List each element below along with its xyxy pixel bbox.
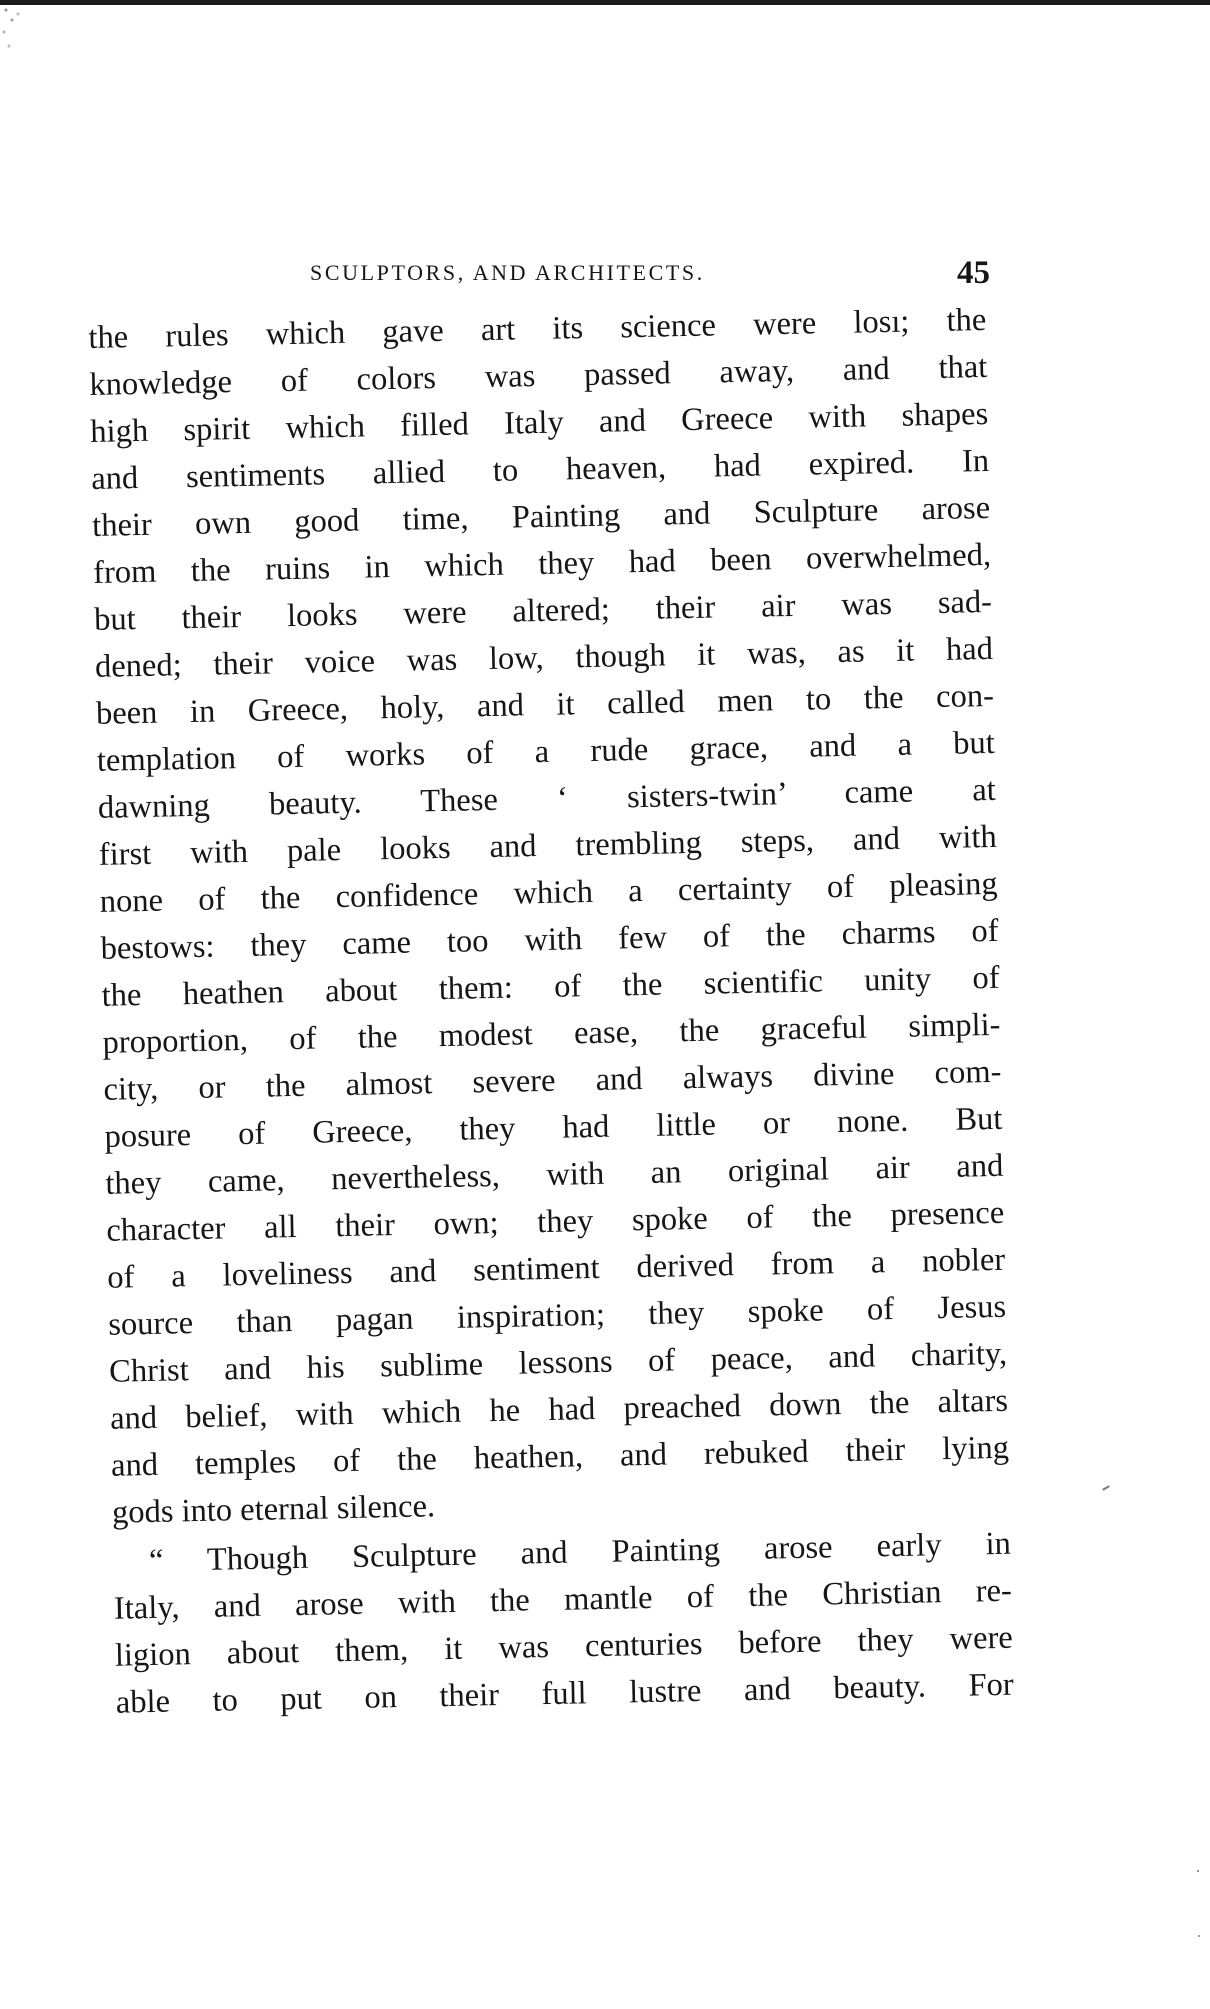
text-line: source than pagan inspiration; they spoke of Jesus	[107, 1288, 1007, 1343]
text-line: proportion, of the modest ease, the graceful simpli-	[102, 1006, 1001, 1061]
body-text	[88, 297, 1016, 1805]
text-line: none of the confidence which a certainty of pleasing	[99, 865, 998, 920]
running-head-title: SCULPTORS, AND ARCHITECTS.	[310, 260, 705, 285]
text-line: their own good time, Painting and Sculpture arose	[91, 489, 991, 544]
text-line: posure of Greece, they had little or none. But	[104, 1100, 1003, 1155]
scan-speck	[1197, 1870, 1199, 1872]
paragraph-2	[113, 1521, 1015, 1727]
text-line: Italy, and arose with the mantle of the Christian re-	[113, 1572, 1013, 1627]
text-line: but their looks were altered; their air was sad-	[93, 583, 993, 638]
text-line: able to put on their full lustre and beauty. For	[115, 1666, 1015, 1721]
text-line: knowledge of colors was passed away, and that	[89, 348, 988, 403]
text-line: from the ruins in which they had been overwhelmed,	[92, 536, 992, 591]
text-line: “ Though Sculpture and Painting arose early in	[148, 1525, 1012, 1580]
scan-speck	[1198, 1935, 1200, 1937]
text-line: bestows: they came too with few of the charms of	[100, 912, 999, 967]
text-line: of a loveliness and sentiment derived from a nobler	[106, 1241, 1006, 1296]
text-line: first with pale looks and trembling steps, and with	[98, 818, 998, 873]
text-line: ligion about them, it was centuries before they were	[114, 1619, 1014, 1674]
text-line: been in Greece, holy, and it called men to the con-	[95, 677, 995, 732]
paragraph-1	[88, 297, 1010, 1537]
text-line: the rules which gave art its science were losı; the	[88, 301, 987, 356]
text-line: and temples of the heathen, and rebuked their lying	[110, 1429, 1010, 1484]
page-top-edge	[0, 0, 1210, 5]
text-line: Christ and his sublime lessons of peace, and charity,	[108, 1335, 1008, 1390]
scan-corner-specks	[0, 0, 40, 90]
text-line: templation of works of a rude grace, and a but	[96, 724, 996, 779]
text-line: the heathen about them: of the scientific unity of	[101, 959, 1000, 1014]
text-line: city, or the almost severe and always divine com-	[103, 1053, 1002, 1108]
page-number: 45	[957, 255, 990, 291]
text-line: and belief, with which he had preached down the altars	[109, 1382, 1009, 1437]
text-line: high spirit which filled Italy and Greece with shapes	[89, 395, 989, 450]
text-line: dawning beauty. These ‘ sisters-twin’ came at	[97, 771, 997, 826]
text-line: character all their own; they spoke of the presence	[106, 1194, 1005, 1249]
scan-speck	[1102, 1485, 1110, 1491]
text-line: they came, nevertheless, with an original air and	[105, 1147, 1004, 1202]
text-line: and sentiments allied to heaven, had expired. In	[90, 442, 990, 497]
text-line: dened; their voice was low, though it was, as it had	[94, 630, 994, 685]
running-head	[100, 255, 990, 298]
text-line: gods into eternal silence.	[111, 1488, 436, 1531]
